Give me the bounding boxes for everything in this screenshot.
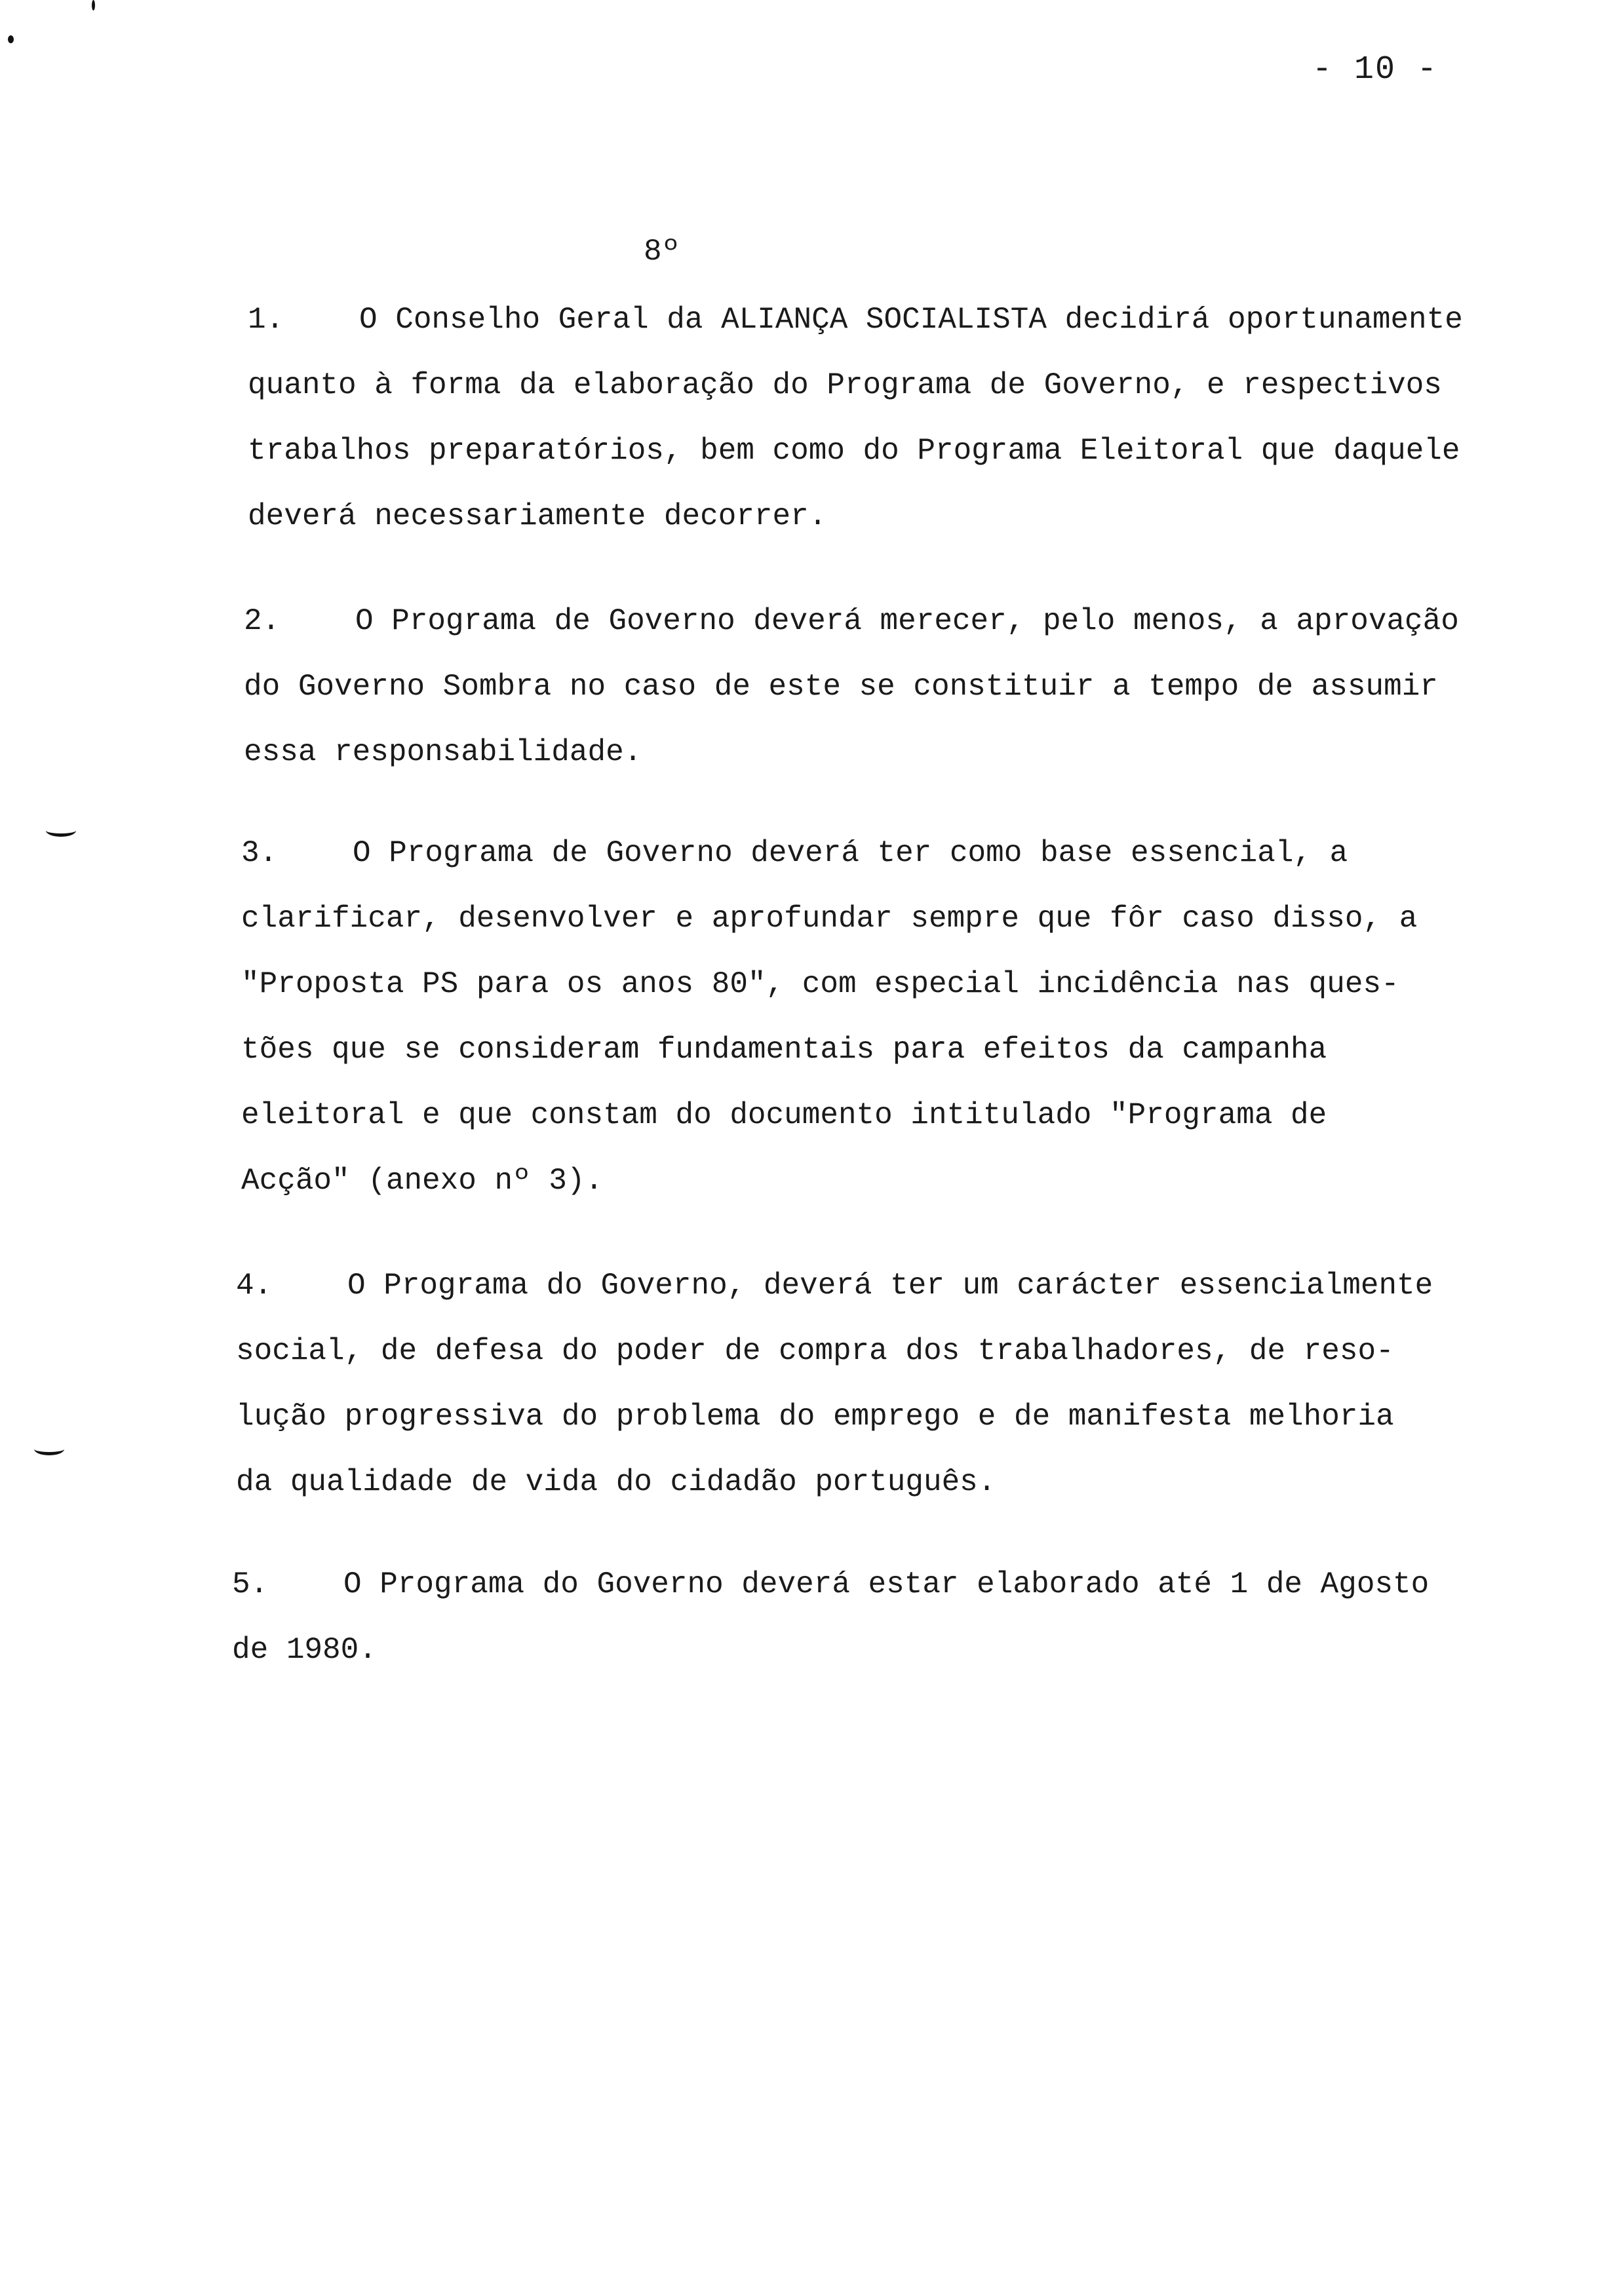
scan-mark-dot bbox=[8, 35, 14, 43]
scan-mark-tick bbox=[92, 0, 95, 10]
paragraph-line: quanto à forma da elaboração do Programa de Governo, e respectivos bbox=[248, 368, 1442, 402]
paragraph-line: "Proposta PS para os anos 80", com especial incidência nas ques- bbox=[241, 967, 1399, 1001]
margin-bracket-mark bbox=[34, 1443, 64, 1455]
paragraph-5 bbox=[232, 1552, 1429, 1683]
paragraph-number: 1. bbox=[248, 303, 284, 337]
paragraph-number: 4. bbox=[236, 1269, 273, 1303]
paragraph-line: trabalhos preparatórios, bem como do Programa Eleitoral que daquele bbox=[248, 434, 1460, 468]
paragraph-line: Acção" (anexo nº 3). bbox=[241, 1164, 604, 1198]
margin-bracket-mark bbox=[46, 824, 76, 837]
paragraph-line: eleitoral e que constam do documento intitulado "Programa de bbox=[241, 1098, 1327, 1132]
paragraph-3 bbox=[241, 820, 1417, 1214]
paragraph-number: 2. bbox=[244, 604, 281, 638]
paragraph-line: deverá necessariamente decorrer. bbox=[248, 499, 827, 533]
paragraph-line: social, de defesa do poder de compra dos trabalhadores, de reso- bbox=[236, 1334, 1394, 1368]
paragraph-number: 5. bbox=[232, 1567, 269, 1601]
paragraph-line: 2. O Programa de Governo deverá merecer, pelo menos, a aprovação bbox=[244, 588, 1459, 654]
paragraph-line: da qualidade de vida do cidadão português. bbox=[236, 1465, 996, 1499]
paragraph-1 bbox=[248, 287, 1463, 549]
paragraph-line: de 1980. bbox=[232, 1633, 377, 1667]
paragraph-2 bbox=[244, 588, 1459, 785]
paragraph-line: 5. O Programa do Governo deverá estar elaborado até 1 de Agosto bbox=[232, 1552, 1429, 1617]
paragraph-line: 3. O Programa de Governo deverá ter como base essencial, a bbox=[241, 820, 1417, 886]
paragraph-line: clarificar, desenvolver e aprofundar sempre que fôr caso disso, a bbox=[241, 902, 1418, 936]
paragraph-line: lução progressiva do problema do emprego e de manifesta melhoria bbox=[236, 1400, 1394, 1434]
page-number: - 10 - bbox=[1312, 51, 1439, 88]
paragraph-number: 3. bbox=[241, 836, 278, 870]
paragraph-4 bbox=[236, 1253, 1433, 1515]
paragraph-line: 1. O Conselho Geral da ALIANÇA SOCIALISTA decidirá oportunamente bbox=[248, 287, 1463, 353]
paragraph-line: essa responsabilidade. bbox=[244, 735, 642, 769]
section-heading: 8º bbox=[644, 235, 680, 269]
paragraph-line: 4. O Programa do Governo, deverá ter um carácter essencialmente bbox=[236, 1253, 1433, 1318]
paragraph-line: tões que se consideram fundamentais para efeitos da campanha bbox=[241, 1033, 1327, 1067]
paragraph-line: do Governo Sombra no caso de este se constituir a tempo de assumir bbox=[244, 670, 1438, 704]
